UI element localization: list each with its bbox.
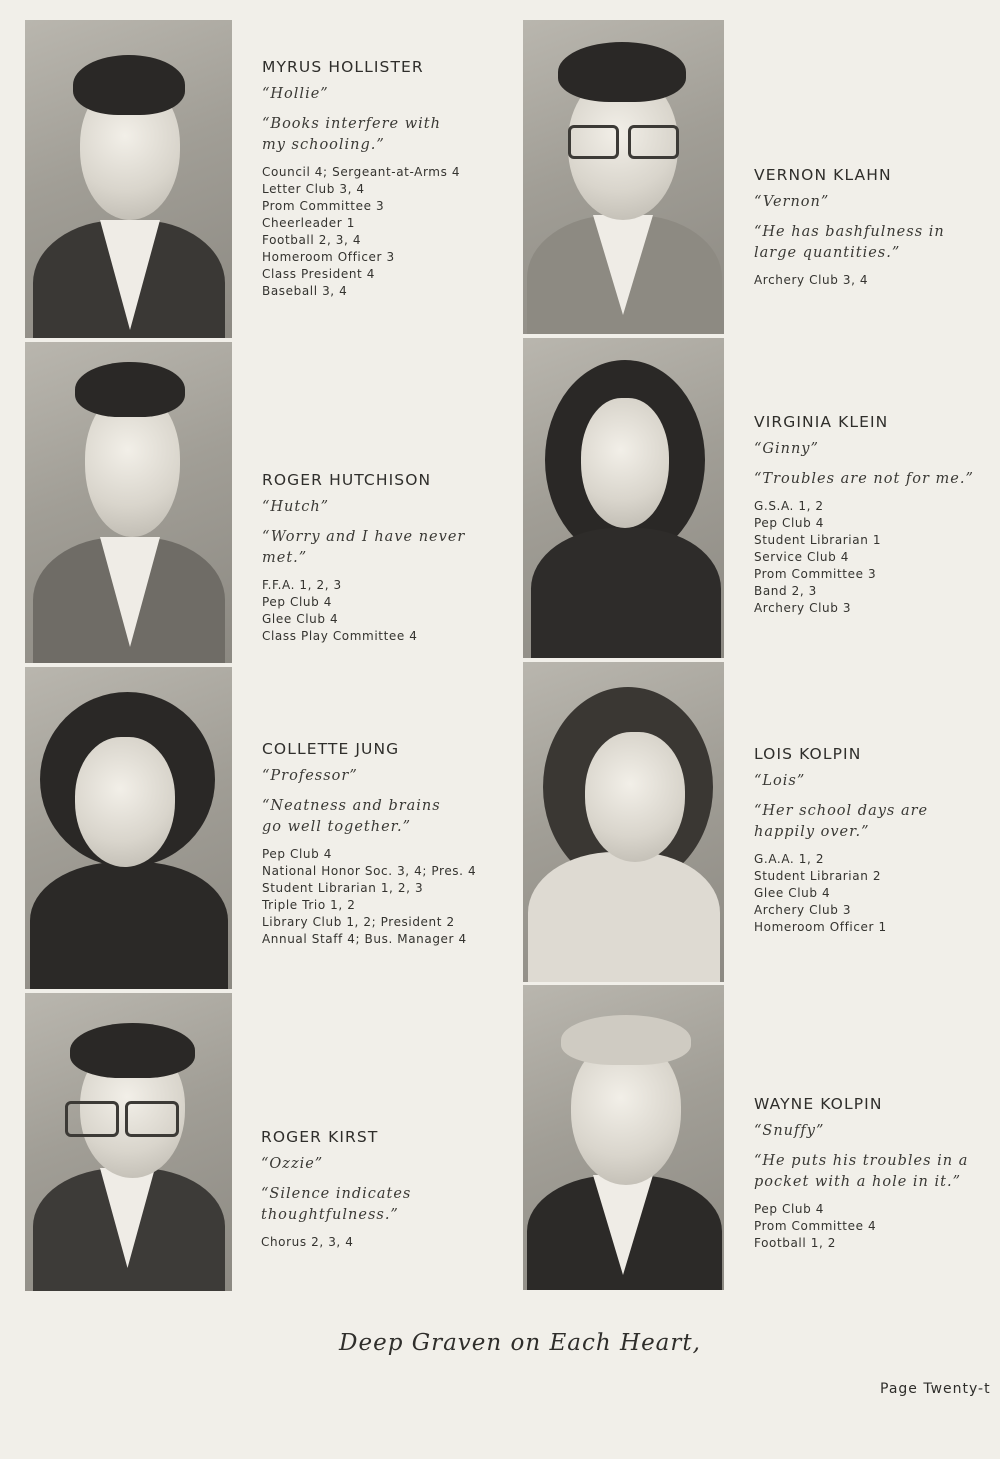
- activity-item: G.A.A. 1, 2: [754, 852, 825, 866]
- activity-item: Baseball 3, 4: [262, 284, 348, 298]
- student-name: COLLETTE JUNG: [262, 740, 400, 758]
- student-nickname: “Lois”: [754, 773, 806, 789]
- activities-list: [262, 577, 512, 645]
- activities-list: [754, 1201, 1000, 1252]
- student-entry-vernon-klahn: [754, 166, 1000, 289]
- activity-item: Football 1, 2: [754, 1236, 837, 1250]
- activity-item: Student Librarian 1: [754, 533, 882, 547]
- activity-item: Football 2, 3, 4: [262, 233, 362, 247]
- activity-item: Triple Trio 1, 2: [262, 898, 356, 912]
- activities-list: [754, 272, 1000, 289]
- activity-item: Band 2, 3: [754, 584, 817, 598]
- activity-item: National Honor Soc. 3, 4; Pres. 4: [262, 864, 477, 878]
- activity-item: Glee Club 4: [262, 612, 339, 626]
- student-quote: “Silence indicates thoughtfulness.”: [261, 1186, 412, 1223]
- student-name: MYRUS HOLLISTER: [262, 58, 424, 76]
- activity-item: Council 4; Sergeant-at-Arms 4: [262, 165, 461, 179]
- activity-item: Pep Club 4: [262, 847, 333, 861]
- student-entry-myrus-hollister: [262, 58, 512, 300]
- portrait-photo-vernon-klahn: [523, 20, 724, 334]
- activity-item: Cheerleader 1: [262, 216, 355, 230]
- student-quote: “Books interfere with my schooling.”: [262, 116, 441, 153]
- activity-item: Pep Club 4: [754, 1202, 825, 1216]
- activities-list: [261, 1234, 511, 1251]
- activity-item: Chorus 2, 3, 4: [261, 1235, 354, 1249]
- activity-item: Archery Club 3: [754, 903, 852, 917]
- student-nickname: “Vernon”: [754, 194, 830, 210]
- page-motto: Deep Graven on Each Heart,: [339, 1330, 701, 1356]
- activity-item: Pep Club 4: [262, 595, 333, 609]
- activities-list: [262, 846, 512, 948]
- activity-item: F.F.A. 1, 2, 3: [262, 578, 342, 592]
- portrait-photo-virginia-klein: [523, 338, 724, 658]
- portrait-photo-roger-hutchison: [25, 342, 232, 663]
- student-entry-collette-jung: [262, 740, 512, 948]
- activities-list: [262, 164, 512, 300]
- activity-item: Library Club 1, 2; President 2: [262, 915, 455, 929]
- student-quote: “Troubles are not for me.”: [754, 471, 974, 487]
- activity-item: Class Play Committee 4: [262, 629, 418, 643]
- activities-list: [754, 851, 1000, 936]
- student-entry-virginia-klein: [754, 413, 1000, 617]
- portrait-photo-wayne-kolpin: [523, 985, 724, 1290]
- activity-item: Homeroom Officer 1: [754, 920, 887, 934]
- activity-item: Archery Club 3: [754, 601, 852, 615]
- student-nickname: “Hollie”: [262, 86, 329, 102]
- student-name: ROGER HUTCHISON: [262, 471, 432, 489]
- student-quote: “Worry and I have never met.”: [262, 529, 466, 566]
- activity-item: Class President 4: [262, 267, 376, 281]
- portrait-photo-collette-jung: [25, 667, 232, 989]
- activity-item: Prom Committee 3: [754, 567, 877, 581]
- page-number: Page Twenty-t: [880, 1381, 991, 1397]
- student-nickname: “Ginny”: [754, 441, 819, 457]
- activity-item: Annual Staff 4; Bus. Manager 4: [262, 932, 467, 946]
- portrait-photo-myrus-hollister: [25, 20, 232, 338]
- student-name: VIRGINIA KLEIN: [754, 413, 889, 431]
- portrait-photo-roger-kirst: [25, 993, 232, 1291]
- student-quote: “He has bashfulness in large quantities.”: [754, 224, 945, 261]
- activity-item: Prom Committee 4: [754, 1219, 877, 1233]
- student-name: ROGER KIRST: [261, 1128, 379, 1146]
- student-name: VERNON KLAHN: [754, 166, 892, 184]
- activity-item: Glee Club 4: [754, 886, 831, 900]
- student-nickname: “Professor”: [262, 768, 358, 784]
- activity-item: Letter Club 3, 4: [262, 182, 365, 196]
- activity-item: G.S.A. 1, 2: [754, 499, 824, 513]
- student-nickname: “Snuffy”: [754, 1123, 825, 1139]
- student-quote: “Her school days are happily over.”: [754, 803, 929, 840]
- student-nickname: “Ozzie”: [261, 1156, 324, 1172]
- activity-item: Archery Club 3, 4: [754, 273, 869, 287]
- student-entry-wayne-kolpin: [754, 1095, 1000, 1252]
- student-name: WAYNE KOLPIN: [754, 1095, 883, 1113]
- student-name: LOIS KOLPIN: [754, 745, 862, 763]
- activity-item: Service Club 4: [754, 550, 849, 564]
- student-quote: “Neatness and brains go well together.”: [262, 798, 441, 835]
- activity-item: Student Librarian 2: [754, 869, 882, 883]
- student-quote: “He puts his troubles in a pocket with a hole in it.”: [754, 1153, 969, 1190]
- portrait-photo-lois-kolpin: [523, 662, 724, 982]
- activity-item: Student Librarian 1, 2, 3: [262, 881, 424, 895]
- student-entry-lois-kolpin: [754, 745, 1000, 936]
- student-nickname: “Hutch”: [262, 499, 330, 515]
- activities-list: [754, 498, 1000, 617]
- student-entry-roger-hutchison: [262, 471, 512, 645]
- activity-item: Prom Committee 3: [262, 199, 385, 213]
- activity-item: Pep Club 4: [754, 516, 825, 530]
- student-entry-roger-kirst: [261, 1128, 511, 1251]
- activity-item: Homeroom Officer 3: [262, 250, 395, 264]
